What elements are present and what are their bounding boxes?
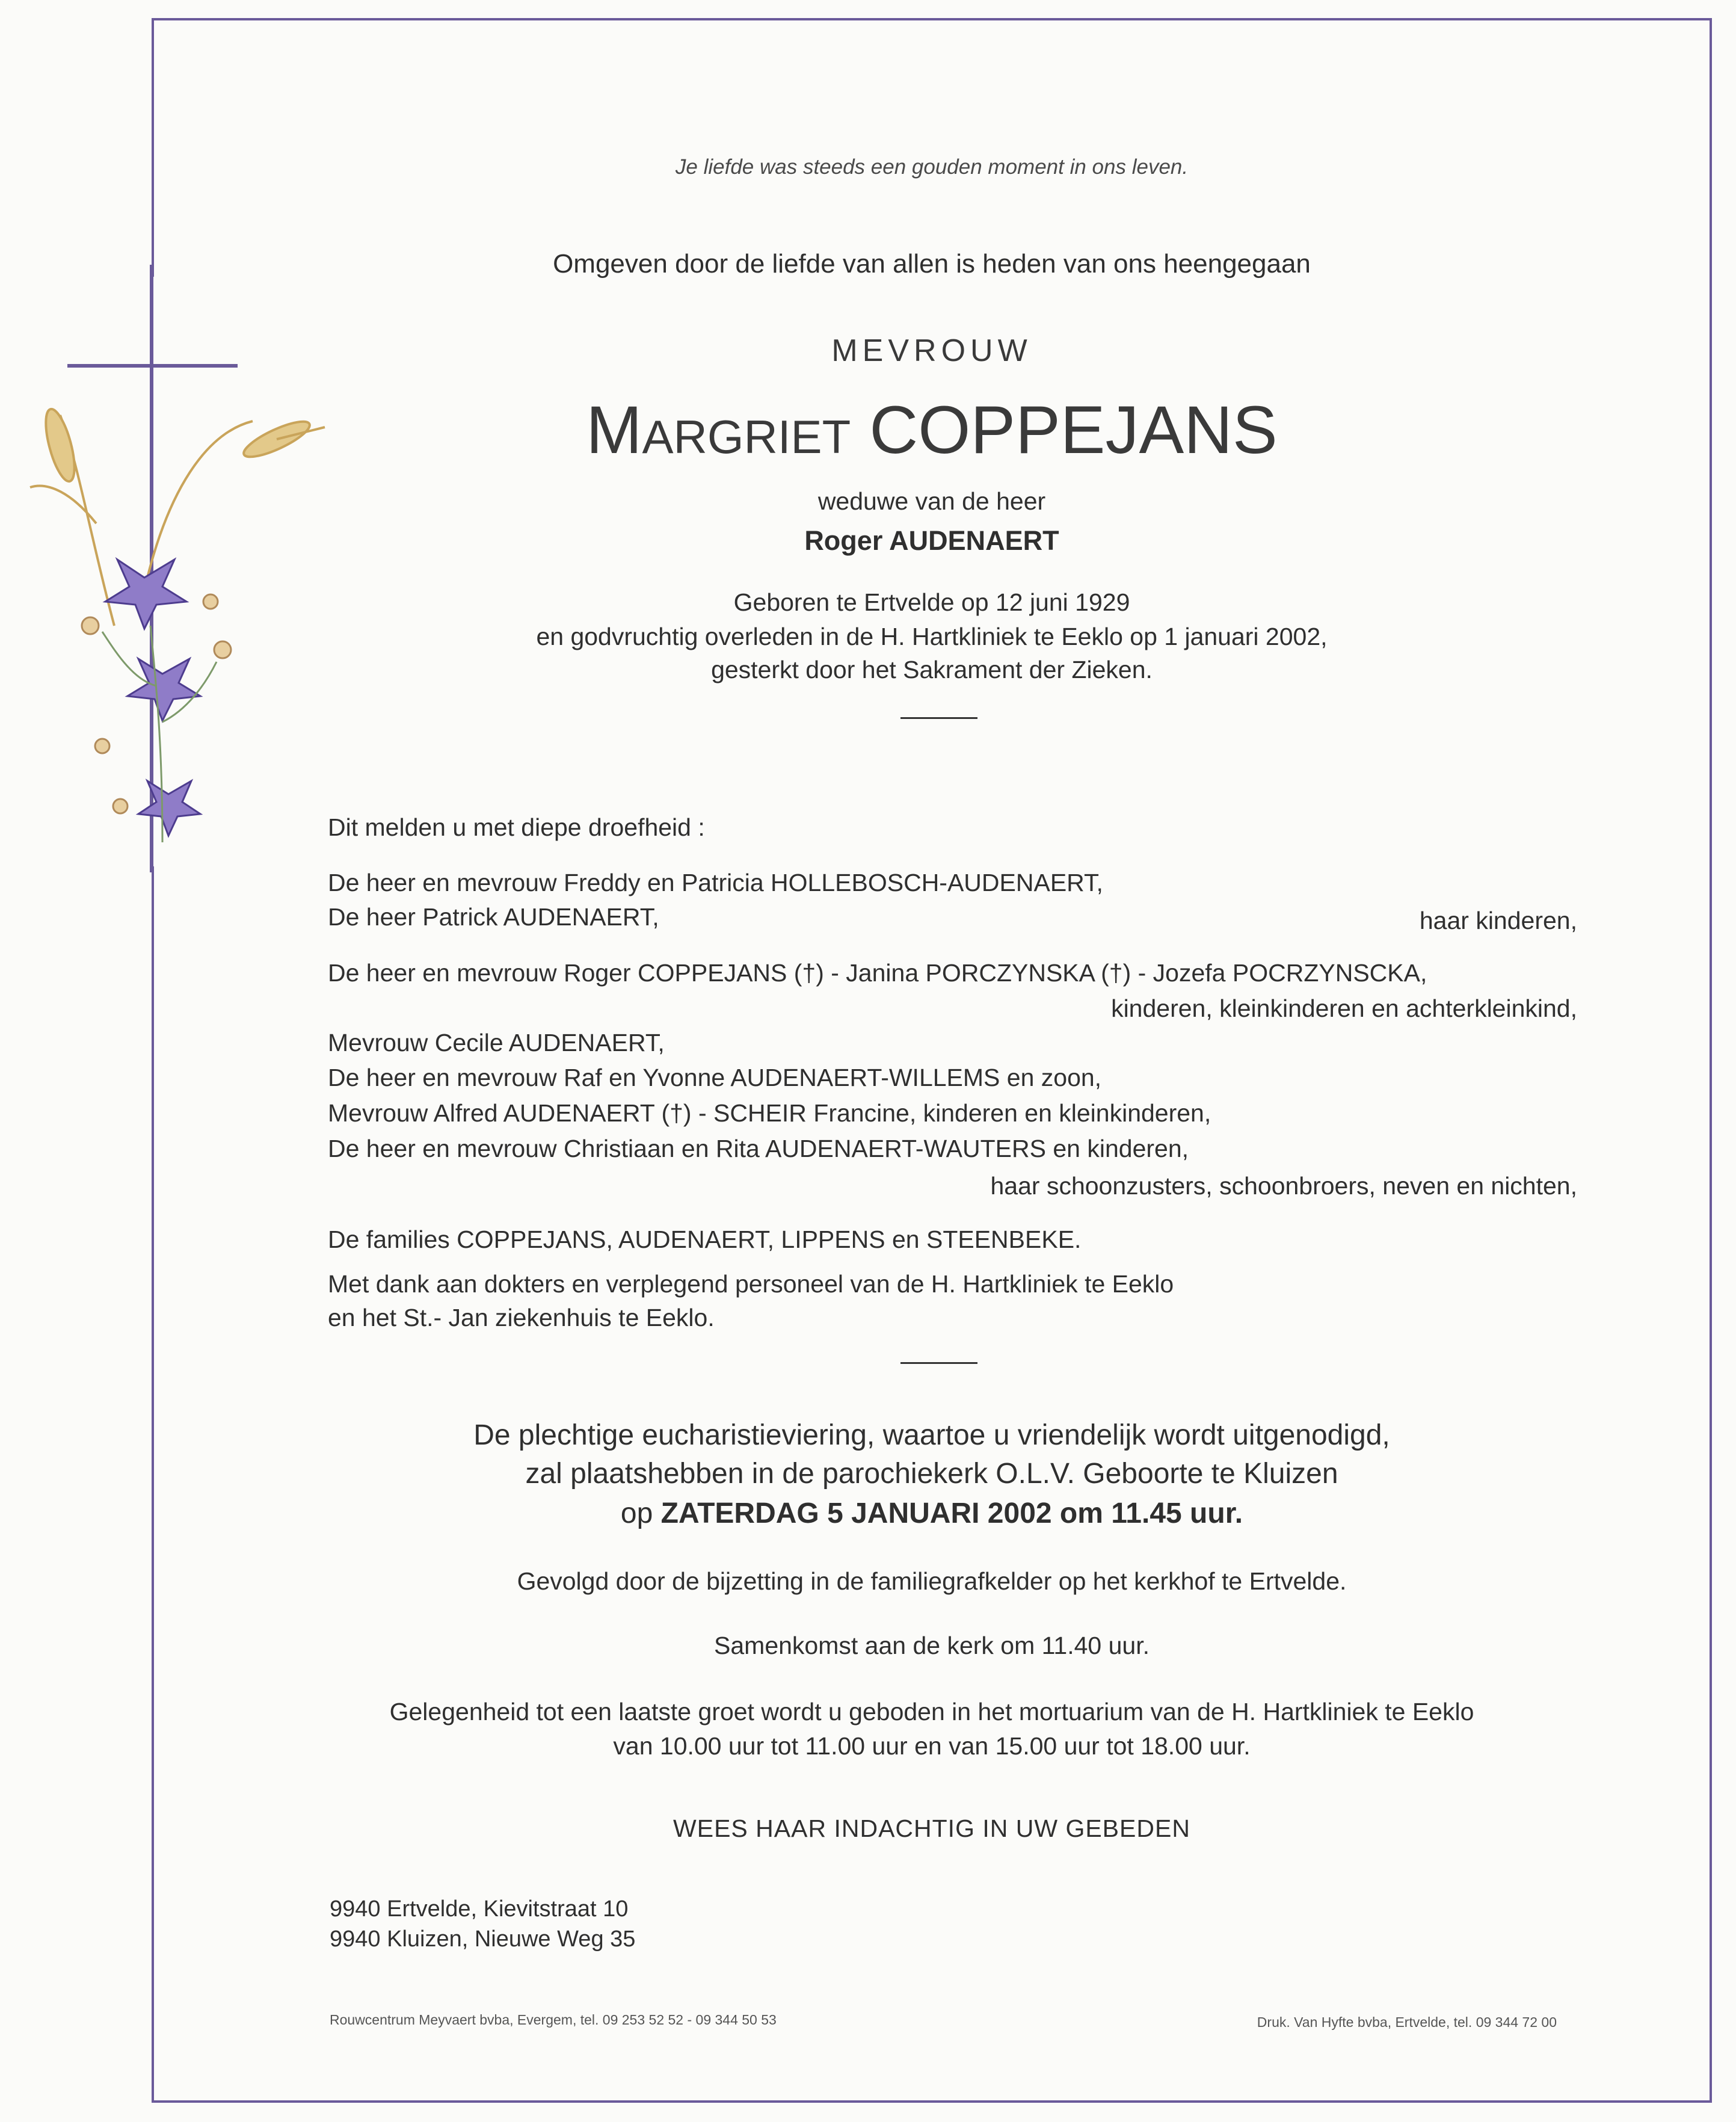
birth-date-line: Geboren te Ertvelde op 12 juni 1929 <box>733 588 1130 616</box>
family-line: De heer en mevrouw Christiaan en Rita AUDENAERT-WAUTERS en kinderen, <box>328 1135 1189 1162</box>
family-line: De heer Patrick AUDENAERT, <box>328 903 659 931</box>
announce-text: Dit melden u met diepe droefheid : <box>328 813 705 841</box>
thanks-line: en het St.- Jan ziekenhuis te Eeklo. <box>328 1304 715 1331</box>
page-border <box>152 18 1712 2103</box>
viewing-line: van 10.00 uur tot 11.00 uur en van 15.00 uur tot 18.00 uur. <box>613 1732 1251 1760</box>
divider-1 <box>900 717 977 719</box>
deceased-name <box>152 391 1712 469</box>
family-role: haar kinderen, <box>1419 907 1577 934</box>
family-line: Mevrouw Alfred AUDENAERT (†) - SCHEIR Francine, kinderen en kleinkinderen, <box>328 1099 1211 1127</box>
family-line: De heer en mevrouw Roger COPPEJANS (†) - Janina PORCZYNSKA (†) - Jozefa POCRZYNSCKA, <box>328 959 1427 987</box>
service-date-line <box>152 1497 1712 1530</box>
viewing-line: Gelegenheid tot een laatste groet wordt u geboden in het mortuarium van de H. Hartkliniek te Eeklo <box>389 1698 1474 1726</box>
spouse-name: Roger AUDENAERT <box>804 525 1059 556</box>
burial-text: Gevolgd door de bijzetting in de familiegrafkelder op het kerkhof te Ertvelde. <box>517 1567 1347 1595</box>
family-line: De heer en mevrouw Raf en Yvonne AUDENAERT-WILLEMS en zoon, <box>328 1064 1102 1091</box>
widow-of-label: weduwe van de heer <box>817 487 1046 515</box>
address-line: 9940 Kluizen, Nieuwe Weg 35 <box>330 1926 636 1952</box>
first-name: Margriet <box>586 392 851 467</box>
intro-text: Omgeven door de liefde van allen is heden van ons heengegaan <box>553 249 1311 279</box>
thanks-line: Met dank aan dokters en verplegend personeel van de H. Hartkliniek te Eeklo <box>328 1270 1174 1298</box>
family-line: De heer en mevrouw Freddy en Patricia HOLLEBOSCH-AUDENAERT, <box>328 869 1103 896</box>
footer-left: Rouwcentrum Meyvaert bvba, Evergem, tel. 09 253 52 52 - 09 344 50 53 <box>330 2012 777 2028</box>
service-line: zal plaatshebben in de parochiekerk O.L.V. Geboorte te Kluizen <box>525 1458 1338 1490</box>
footer-right: Druk. Van Hyfte bvba, Ertvelde, tel. 09 344 72 00 <box>1257 2014 1557 2030</box>
last-name: COPPEJANS <box>869 392 1278 467</box>
gathering-text: Samenkomst aan de kerk om 11.40 uur. <box>714 1632 1150 1659</box>
service-line: De plechtige eucharistieviering, waartoe u vriendelijk wordt uitgenodigd, <box>473 1419 1390 1451</box>
family-role: kinderen, kleinkinderen en achterkleinkind, <box>1111 995 1577 1022</box>
address-line: 9940 Ertvelde, Kievitstraat 10 <box>330 1896 629 1922</box>
families-line: De families COPPEJANS, AUDENAERT, LIPPENS en STEENBEKE. <box>328 1226 1082 1253</box>
death-date-line: en godvruchtig overleden in de H. Hartkliniek te Eeklo op 1 januari 2002, <box>536 623 1328 650</box>
title-mevrouw: MEVROUW <box>831 333 1032 368</box>
family-role: haar schoonzusters, schoonbroers, neven en nichten, <box>990 1172 1577 1200</box>
motto: Je liefde was steeds een gouden moment in ons leven. <box>675 155 1189 179</box>
prayer-text: WEES HAAR INDACHTIG IN UW GEBEDEN <box>673 1815 1190 1842</box>
sacrament-line: gesterkt door het Sakrament der Zieken. <box>711 656 1153 683</box>
service-date-prefix: op <box>620 1497 653 1529</box>
family-line: Mevrouw Cecile AUDENAERT, <box>328 1029 665 1056</box>
divider-2 <box>900 1362 977 1364</box>
service-date: ZATERDAG 5 JANUARI 2002 om 11.45 uur. <box>660 1497 1243 1529</box>
